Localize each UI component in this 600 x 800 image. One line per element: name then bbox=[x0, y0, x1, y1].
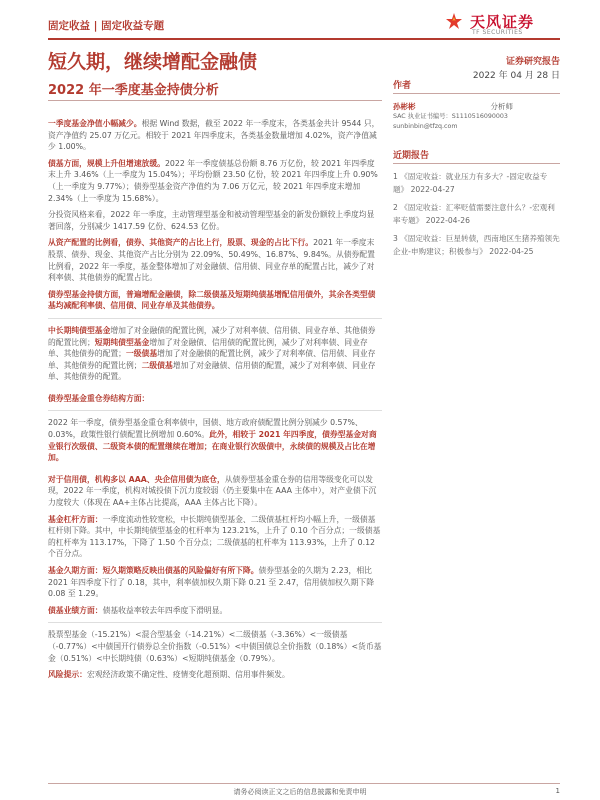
paragraph-duration: 基金久期方面：短久期策略反映出债基的风险偏好有所下降。债券型基金的久期为 2.23，相比 2021 年四季度下行了 0.18，其中，利率债加权久期下降 0.21 至 2.47，信用债加权久期下降 0.08 至 1.29。 bbox=[48, 566, 375, 599]
paragraph-bond-holding: 债券型基金持债方面，普遍增配金融债，除二级债基及短期纯债基增配信用债外，其余各类型债基均减配利率债、信用债、同业存单及其他债券。 bbox=[48, 289, 376, 311]
author-license: SAC 执业证书编号：S1110516090003 bbox=[393, 113, 508, 120]
logo-text-en: TF SECURITIES bbox=[472, 29, 523, 36]
report-type: 证券研究报告 bbox=[505, 57, 560, 67]
main-body bbox=[48, 118, 382, 686]
logo-text-cn: 天风证券 bbox=[470, 13, 535, 31]
author-role: 分析师 bbox=[490, 102, 513, 111]
paragraph-performance: 债基业绩方面：债基收益率较去年四季度下滑明显。 bbox=[48, 605, 228, 615]
paragraph-leverage: 基金杠杆方面：一季度流动性较宽松，中长期纯债型基金、二级债基杠杆均小幅上升，一级债基杠杆则下降。其中，中长期纯债型基金的杠杆率为 123.21%，上升了 0.10 个百分点；一级债基的杠杆率为 113.17%，下降了 1.50 个百分点；二级债基的杠杆率为 113.93%，上升了 0.12 个百分点。 bbox=[48, 514, 381, 559]
author-heading: 作者 bbox=[393, 78, 560, 94]
author-email[interactable]: sunbinbin@tfzq.com bbox=[393, 123, 458, 130]
page-subtitle: 2022 年一季度基金持债分析 bbox=[48, 83, 219, 98]
breadcrumb: 固定收益 | 固定收益专题 bbox=[48, 20, 165, 32]
paragraph-asset-allocation: 从资产配置的比例看，债券、其他资产的占比上行，股票、现金的占比下行。2021 年一季度末股票、债券、现金、其他资产占比分别为 22.09%、50.49%、16.87%、9.84%。从债券配置比例看，2022 年一季度，基金整体增加了对金融债、信用债、同业存单的配置占比，减少了对利率债、其他债券的配置占比。 bbox=[48, 238, 375, 283]
section-divider bbox=[48, 410, 382, 411]
page-title: 短久期，继续增配金融债 bbox=[48, 51, 258, 73]
header-divider bbox=[48, 38, 560, 40]
paragraph-investment-style: 分投资风格来看，2022 年一季度，主动管理型基金和被动管理型基金的新发份额较上季度均显著回落，分别减少 1417.59 亿份、624.53 亿份。 bbox=[48, 210, 375, 231]
author-name: 孙彬彬 bbox=[393, 102, 416, 111]
paragraph-fund-types: 中长期纯债型基金增加了对金融债的配置比例，减少了对利率债、信用债、同业存单、其他债券的配置比例；短期纯债型基金增加了对金融债、信用债的配置比例，减少了对利率债、同业存单、其他债券的配置；一级债基增加了对金融债的配置比例，减少了对利率债、信用债、同业存单、其他债券的配置比例；二级债基增加了对金融债、信用债的配置，减少了对利率债、同业存单、其他债券的配置。 bbox=[48, 325, 376, 382]
section-divider bbox=[48, 622, 382, 623]
page-header bbox=[48, 10, 560, 38]
related-reports-list bbox=[393, 170, 560, 258]
related-report-item[interactable]: 2 《固定收益：汇率贬值需要注意什么？-宏观利率专题》 2022-04-26 bbox=[393, 202, 555, 226]
related-report-item[interactable]: 3 《固定收益：巨星转债，西南地区生猪养殖领先企业-申购建议；积极参与》 2022-04-25 bbox=[393, 233, 560, 257]
tf-logo-icon bbox=[442, 11, 466, 35]
brand-logo bbox=[442, 10, 560, 38]
paragraph-risk-warning: 风险提示：宏观经济政策不确定性、疫情变化超预期、信用事件频发。 bbox=[48, 670, 290, 680]
sidebar bbox=[393, 78, 560, 262]
paragraph-heavy-holding: 2022 年一季度，债券型基金重仓利率债中，国债、地方政府债配置比例分别减少 0.57%、0.03%，政策性银行债配置比例增加 0.60%。此外，相较于 2021 年四季度，债券型基金对商业银行次级债、二级资本债的配置继续在增加；在商业银行次级债中，永续债的规模及占比在增加。 bbox=[48, 418, 377, 463]
report-date: 2022 年 04 月 28 日 bbox=[472, 71, 560, 81]
paragraph-performance-ranking: 股票型基金（-15.21%）<混合型基金（-14.21%）<二级债基（-3.36%）<一级债基（-0.77%）<中债国开行债券总全价指数（-0.51%）<中债国债总全价指数（0.18%）<货币基金（0.51%）<中长期纯债（0.63%）<短期纯债基金（0.79%）。 bbox=[48, 630, 382, 663]
section-divider bbox=[48, 318, 382, 319]
paragraph-heavy-holding-heading: 债券型基金重仓券结构方面： bbox=[48, 393, 150, 403]
footer-disclaimer: 请务必阅读正文之后的信息披露和免责申明 bbox=[233, 788, 367, 796]
paragraph-credit-bond: 对于信用债，机构多以 AAA、央企信用债为底仓，从债券型基金重仓券的信用等级变化可以发现，2022 年一季度，机构对城投债下沉力度较弱（仍主要集中在 AAA 主体中），对产业债下沉力度较大（体现在 AA+主体占比提高，AAA 主体占比下降）。 bbox=[48, 474, 377, 508]
paragraph-fund-nav: 一季度基金净值小幅减少。根据 Wind 数据，截至 2022 年一季度末，各类基金共计 9544 只，资产净值约 25.07 万亿元。相较于 2021 年四季度末，各类基金数量增加 4.02%，资产净值减少 1.00%。 bbox=[48, 119, 380, 152]
related-heading: 近期报告 bbox=[393, 148, 560, 164]
footer-divider bbox=[48, 783, 560, 784]
paragraph-bond-fund-scale: 债基方面，规模上升但增速放缓。2022 年一季度债基总份额 8.76 万亿份，较 2021 年四季度末上升 3.46%（上一季度为 15.04%）；平均份额 23.50 亿份，较 2021 年四季度上升 0.90%（上一季度为 9.77%）；债券型基金资产净值约为 7.06 万亿元，较 2021 年四季度末增加 2.34%（上一季度为 15.68%）。 bbox=[48, 158, 378, 203]
subtitle-divider bbox=[48, 100, 382, 101]
related-report-item[interactable]: 1 《固定收益：就业压力有多大？-固定收益专题》 2022-04-27 bbox=[393, 172, 548, 195]
page-number: 1 bbox=[555, 787, 560, 795]
author-block bbox=[393, 102, 560, 132]
